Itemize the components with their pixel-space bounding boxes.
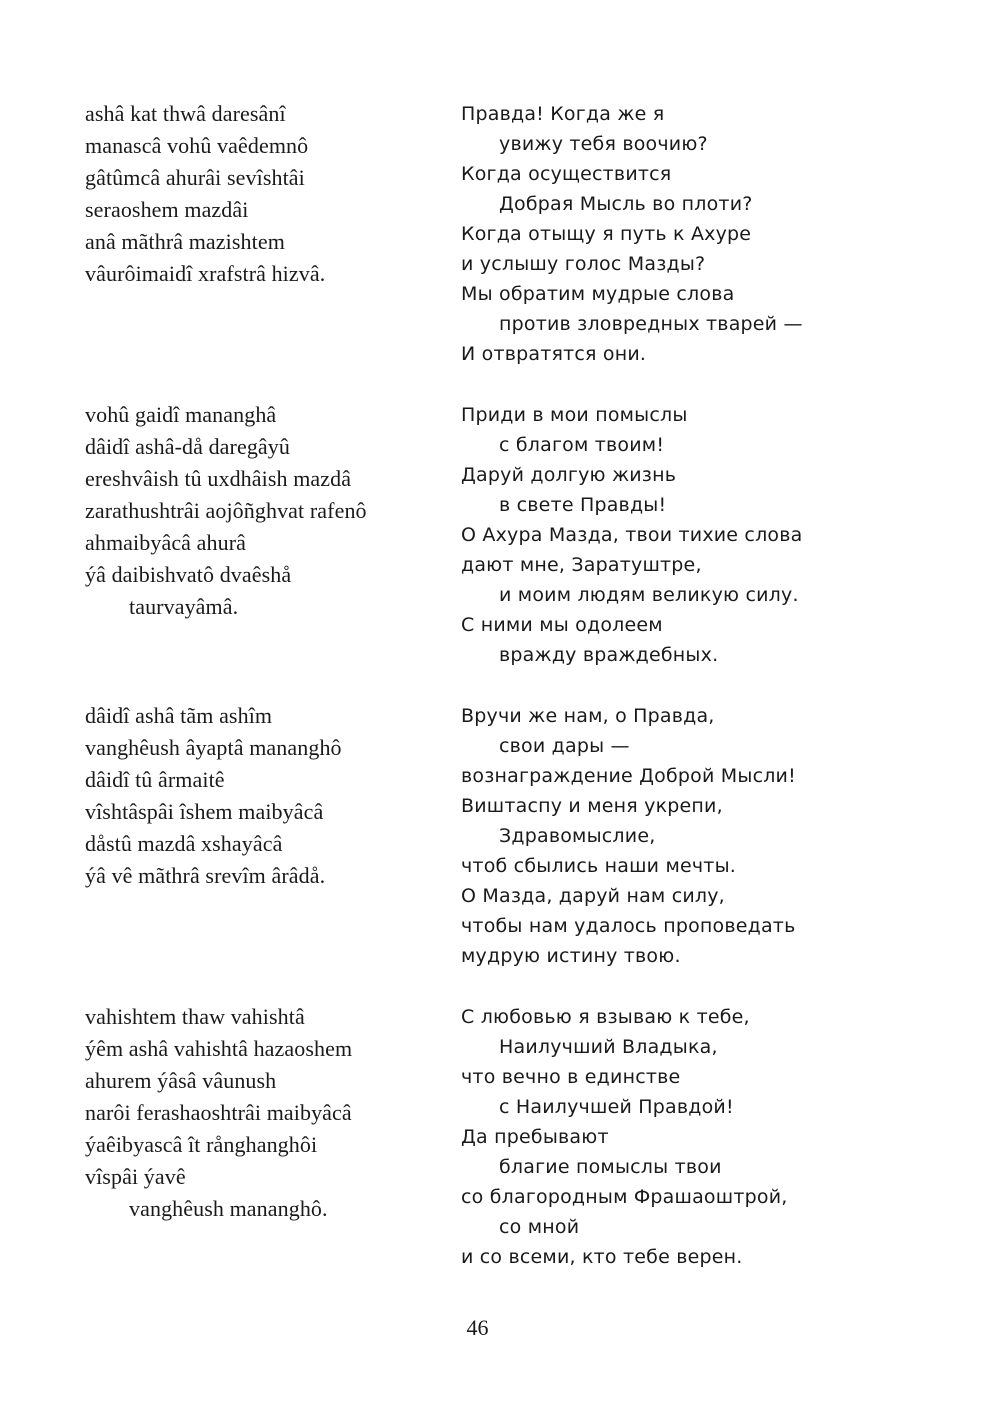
translation-line: с Наилучшей Правдой! <box>499 1096 734 1118</box>
stanza-3-translation <box>461 701 981 971</box>
translation-line: свои дары — <box>499 735 630 757</box>
translation-line: со благородным Фрашаоштрой, <box>461 1186 788 1208</box>
verse-line: vohû gaidî mananghâ <box>85 402 277 427</box>
translation-line: и услышу голос Мазды? <box>461 253 706 275</box>
translation-line: дают мне, Заратуштре, <box>461 554 702 576</box>
translation-line: увижу тебя воочию? <box>499 133 708 155</box>
translation-line: И отвратятся они. <box>461 343 647 365</box>
translation-line: что вечно в единстве <box>461 1066 681 1088</box>
translation-line: Когда отыщу я путь к Ахуре <box>461 223 752 245</box>
translation-line: Наилучший Владыка, <box>499 1036 718 1058</box>
translation-line: Виштаспу и меня укрепи, <box>461 795 723 817</box>
verse-line: ashâ kat thwâ daresânî <box>85 101 286 126</box>
verse-line: ýaêibyascâ ît rånghanghôi <box>85 1132 318 1157</box>
verse-line: vîshtâspâi îshem maibyâcâ <box>85 799 324 824</box>
verse-line: ýêm ashâ vahishtâ hazaoshem <box>85 1036 353 1061</box>
translation-line: С ними мы одолеем <box>461 614 663 636</box>
verse-line: vanghêush mananghô. <box>129 1196 328 1221</box>
translation-line: со мной <box>499 1216 580 1238</box>
translation-line: с благом твоим! <box>499 434 665 456</box>
stanza-1-translation <box>461 99 981 369</box>
translation-line: чтобы нам удалось проповедать <box>461 915 796 937</box>
verse-line: ýâ daibishvatô dvaêshå <box>85 562 292 587</box>
translation-line: Мы обратим мудрые слова <box>461 283 735 305</box>
translation-line: Правда! Когда же я <box>461 103 665 125</box>
translation-line: и со всеми, кто тебе верен. <box>461 1246 743 1268</box>
verse-line: manascâ vohû vaêdemnô <box>85 133 309 158</box>
translation-line: О Мазда, даруй нам силу, <box>461 885 725 907</box>
verse-line: dåstû mazdâ xshayâcâ <box>85 831 283 856</box>
translation-line: и моим людям великую силу. <box>499 584 799 606</box>
verse-line: ereshvâish tû uxdhâish mazdâ <box>85 466 352 491</box>
translation-line: Здравомыслие, <box>499 825 656 847</box>
stanza-2-translation <box>461 400 981 670</box>
translation-line: вражду враждебных. <box>499 644 719 666</box>
verse-line: vahishtem thaw vahishtâ <box>85 1004 305 1029</box>
page-number: 46 <box>466 1315 489 1340</box>
translation-line: Да пребывают <box>461 1126 609 1148</box>
stanza-4-original <box>85 1001 445 1225</box>
translation-line: чтоб сбылись наши мечты. <box>461 855 737 877</box>
stanza-4-translation <box>461 1002 981 1272</box>
translation-line: в свете Правды! <box>499 494 667 516</box>
verse-line: seraoshem mazdâi <box>85 197 249 222</box>
verse-line: dâidî tû ârmaitê <box>85 767 225 792</box>
translation-line: О Ахура Мазда, твои тихие слова <box>461 524 803 546</box>
translation-line: Добрая Мысль во плоти? <box>499 193 753 215</box>
verse-line: dâidî ashâ-då daregâyû <box>85 434 290 459</box>
verse-line: ýâ vê mãthrâ srevîm ârâdå. <box>85 863 326 888</box>
translation-line: Когда осуществится <box>461 163 672 185</box>
verse-line: vâurôimaidî xrafstrâ hizvâ. <box>85 261 326 286</box>
stanza-3-original <box>85 700 445 892</box>
translation-line: Вручи же нам, о Правда, <box>461 705 715 727</box>
verse-line: ahurem ýâsâ vâunush <box>85 1068 277 1093</box>
verse-line: dâidî ashâ tãm ashîm <box>85 703 273 728</box>
verse-line: ahmaibyâcâ ahurâ <box>85 530 247 555</box>
translation-line: Даруй долгую жизнь <box>461 464 677 486</box>
verse-line: anâ mãthrâ mazishtem <box>85 229 285 254</box>
translation-line: Приди в мои помыслы <box>461 404 688 426</box>
translation-line: вознаграждение Доброй Мысли! <box>461 765 796 787</box>
translation-line: против зловредных тварей — <box>499 313 803 335</box>
translation-line: благие помыслы твои <box>499 1156 722 1178</box>
verse-line: vanghêush âyaptâ mananghô <box>85 735 342 760</box>
verse-line: narôi ferashaoshtrâi maibyâcâ <box>85 1100 352 1125</box>
stanza-1-original <box>85 98 445 290</box>
translation-line: С любовью я взываю к тебе, <box>461 1006 750 1028</box>
stanza-2-original <box>85 399 445 623</box>
verse-line: vîspâi ýavê <box>85 1164 186 1189</box>
verse-line: gâtûmcâ ahurâi sevîshtâi <box>85 165 305 190</box>
verse-line: taurvayâmâ. <box>129 594 239 619</box>
translation-line: мудрую истину твою. <box>461 945 681 967</box>
verse-line: zarathushtrâi aojôñghvat rafenô <box>85 498 367 523</box>
